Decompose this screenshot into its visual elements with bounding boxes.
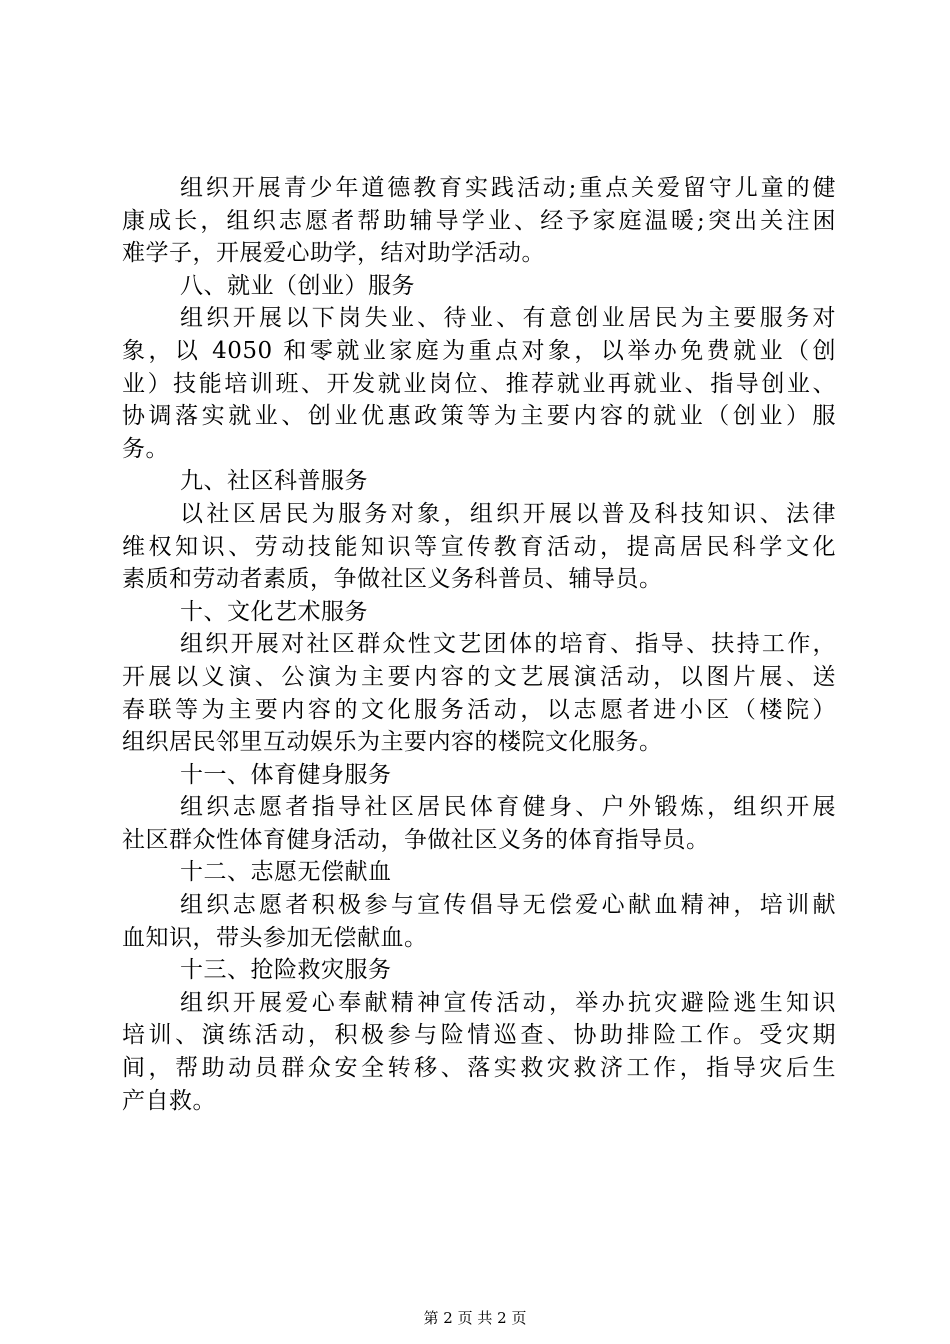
text-line: 培训、演练活动，积极参与险情巡查、协助排险工作。受灾期 <box>122 1022 836 1049</box>
text-line: 组织开展以下岗失业、待业、有意创业居民为主要服务对 <box>180 305 836 332</box>
section-heading: 十二、志愿无偿献血 <box>180 859 392 886</box>
text-line: 组织开展青少年道德教育实践活动;重点关爱留守儿童的健 <box>180 175 836 201</box>
text-line: 产自救。 <box>122 1087 216 1114</box>
text-line: 组织志愿者指导社区居民体育健身、户外锻炼，组织开展 <box>180 794 836 821</box>
text-line: 组织开展爱心奉献精神宣传活动，举办抗灾避险逃生知识 <box>180 989 836 1016</box>
text-line: 组织居民邻里互动娱乐为主要内容的楼院文化服务。 <box>122 729 663 756</box>
section-heading: 十一、体育健身服务 <box>180 761 392 788</box>
text-line: 开展以义演、公演为主要内容的文艺展演活动，以图片展、送 <box>122 663 836 690</box>
document-body <box>122 172 836 1117</box>
text-line: 维权知识、劳动技能知识等宣传教育活动，提高居民科学文化 <box>122 533 836 560</box>
text-line: 象，以 4050 和零就业家庭为重点对象，以举办免费就业（创 <box>122 337 836 364</box>
text-line: 康成长，组织志愿者帮助辅导学业、经予家庭温暖;突出关注困 <box>122 207 836 234</box>
text-line: 组织开展对社区群众性文艺团体的培育、指导、扶持工作， <box>180 631 836 658</box>
text-line: 难学子，开展爱心助学，结对助学活动。 <box>122 240 545 267</box>
text-line: 社区群众性体育健身活动，争做社区义务的体育指导员。 <box>122 826 710 853</box>
text-line: 间，帮助动员群众安全转移、落实救灾救济工作，指导灾后生 <box>122 1055 836 1082</box>
text-line: 协调落实就业、创业优惠政策等为主要内容的就业（创业）服 <box>122 403 836 430</box>
text-line: 春联等为主要内容的文化服务活动，以志愿者进小区（楼院） <box>122 696 836 723</box>
section-heading: 九、社区科普服务 <box>180 468 368 495</box>
section-heading: 十、文化艺术服务 <box>180 598 368 625</box>
text-line: 组织志愿者积极参与宣传倡导无偿爱心献血精神，培训献 <box>180 892 836 919</box>
text-line: 务。 <box>122 435 169 462</box>
section-heading: 八、就业（创业）服务 <box>180 272 415 299</box>
text-line: 以社区居民为服务对象，组织开展以普及科技知识、法律 <box>180 500 836 527</box>
text-line: 血知识，带头参加无偿献血。 <box>122 924 428 951</box>
page-footer: 第 2 页 共 2 页 <box>423 1309 527 1327</box>
text-line: 素质和劳动者素质，争做社区义务科普员、辅导员。 <box>122 566 663 593</box>
section-heading: 十三、抢险救灾服务 <box>180 957 392 984</box>
text-line: 业）技能培训班、开发就业岗位、推荐就业再就业、指导创业、 <box>122 370 836 397</box>
